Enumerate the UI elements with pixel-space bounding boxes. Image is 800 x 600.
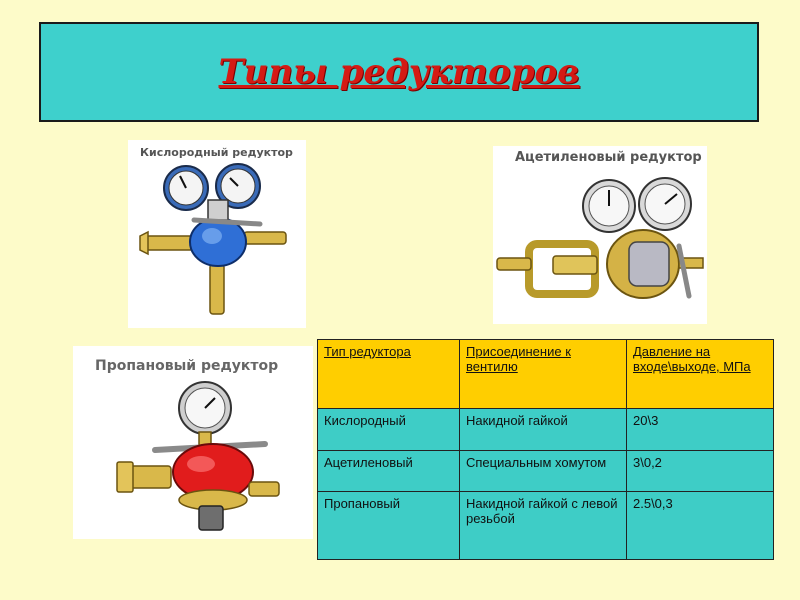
acetylene-regulator-caption: Ацетиленовый редуктор bbox=[515, 150, 702, 165]
header-type: Тип редуктора bbox=[318, 340, 460, 409]
header-connection: Присоединение к вентилю bbox=[460, 340, 627, 409]
table-row bbox=[318, 409, 774, 451]
acetylene-regulator-card bbox=[493, 146, 707, 324]
regulator-spec-table bbox=[317, 339, 774, 560]
cell-type: Пропановый bbox=[318, 492, 460, 560]
cell-connection: Накидной гайкой с левой резьбой bbox=[460, 492, 627, 560]
acetylene-regulator-icon bbox=[493, 146, 707, 324]
cell-type: Ацетиленовый bbox=[318, 450, 460, 492]
cell-pressure: 3\0,2 bbox=[627, 450, 774, 492]
cell-pressure: 2.5\0,3 bbox=[627, 492, 774, 560]
table-header-row bbox=[318, 340, 774, 409]
page-title: Типы редукторов bbox=[218, 52, 580, 92]
propane-regulator-card bbox=[73, 346, 313, 539]
title-banner bbox=[39, 22, 759, 122]
propane-regulator-caption: Пропановый редуктор bbox=[95, 358, 279, 374]
cell-type: Кислородный bbox=[318, 409, 460, 451]
table-row bbox=[318, 492, 774, 560]
oxygen-regulator-icon bbox=[128, 140, 306, 328]
cell-pressure: 20\3 bbox=[627, 409, 774, 451]
cell-connection: Накидной гайкой bbox=[460, 409, 627, 451]
cell-connection: Специальным хомутом bbox=[460, 450, 627, 492]
oxygen-regulator-caption: Кислородный редуктор bbox=[140, 146, 293, 159]
table-row bbox=[318, 450, 774, 492]
oxygen-regulator-card bbox=[128, 140, 306, 328]
propane-regulator-icon bbox=[73, 346, 313, 539]
header-pressure: Давление на входе\выходе, МПа bbox=[627, 340, 774, 409]
